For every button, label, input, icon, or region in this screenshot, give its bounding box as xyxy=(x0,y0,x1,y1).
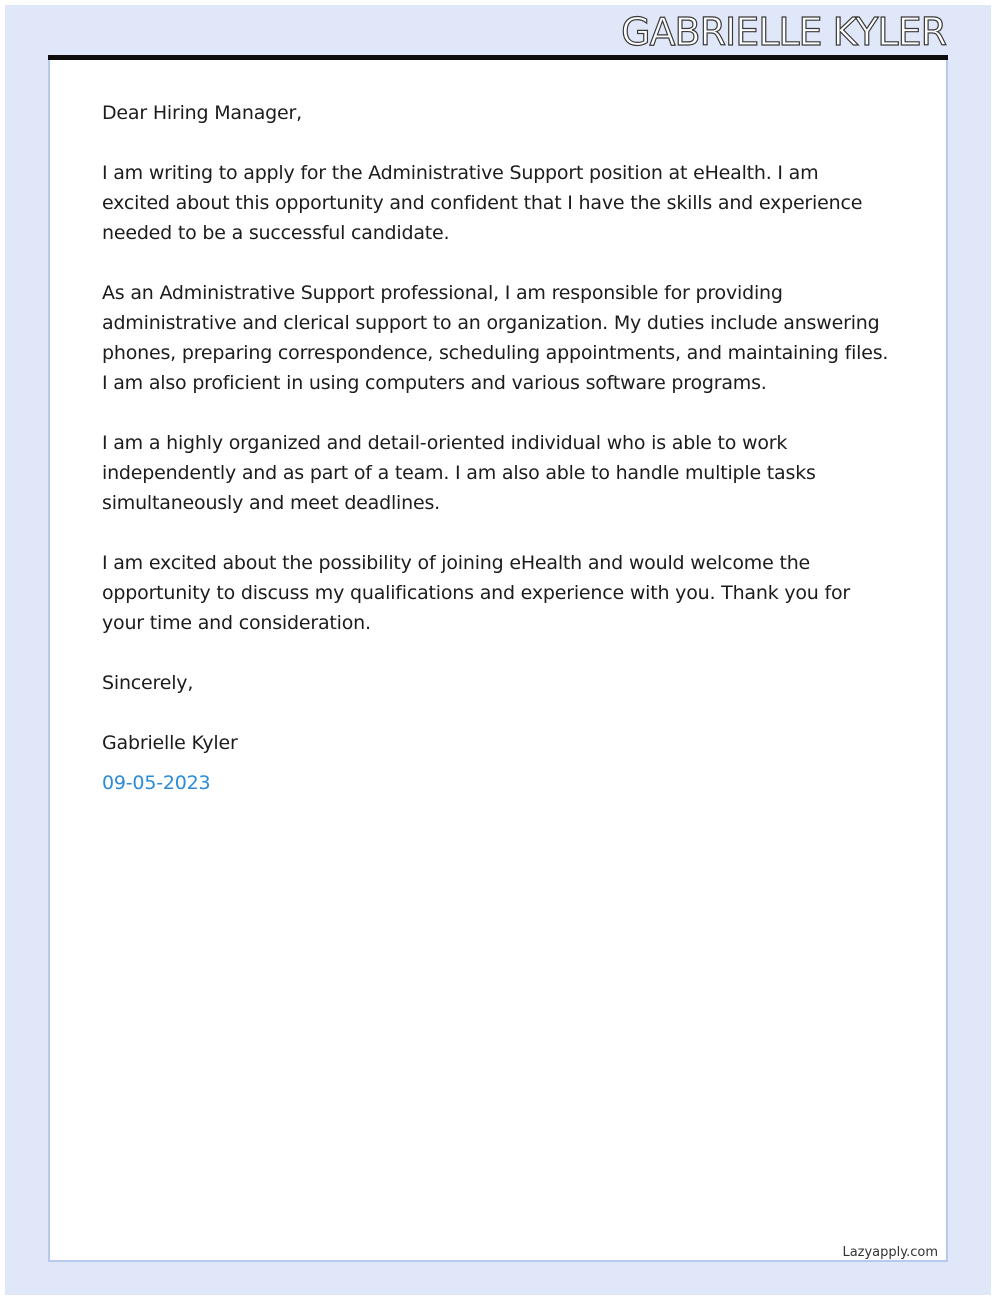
signature-name: Gabrielle Kyler xyxy=(102,732,238,754)
paragraph-qualities: I am a highly organized and detail-oriented individual who is able to work independently and as part of a team. I am also able to handle multiple tasks simultaneously and meet deadlines. xyxy=(102,432,816,514)
applicant-name-heading: GABRIELLE KYLER xyxy=(621,10,946,54)
letter-page xyxy=(48,60,948,1262)
salutation: Dear Hiring Manager, xyxy=(102,102,302,124)
paragraph-closing: I am excited about the possibility of joining eHealth and would welcome the opportunity to discuss my qualifications and experience with you. Thank you for your time and consideration. xyxy=(102,552,851,634)
footer-watermark: Lazyapply.com xyxy=(842,1245,938,1260)
cover-letter-body xyxy=(102,98,892,798)
paragraph-experience: As an Administrative Support professional, I am responsible for providing administrative and clerical support to an organization. My duties include answering phones, preparing correspondence, scheduling appointments, and maintaining files. I am also proficient in using computers and various software programs. xyxy=(102,282,889,394)
closing-phrase: Sincerely, xyxy=(102,672,194,694)
letter-date: 09-05-2023 xyxy=(102,772,211,794)
paragraph-intro: I am writing to apply for the Administrative Support position at eHealth. I am excited about this opportunity and confident that I have the skills and experience needed to be a successful candidate. xyxy=(102,162,863,244)
